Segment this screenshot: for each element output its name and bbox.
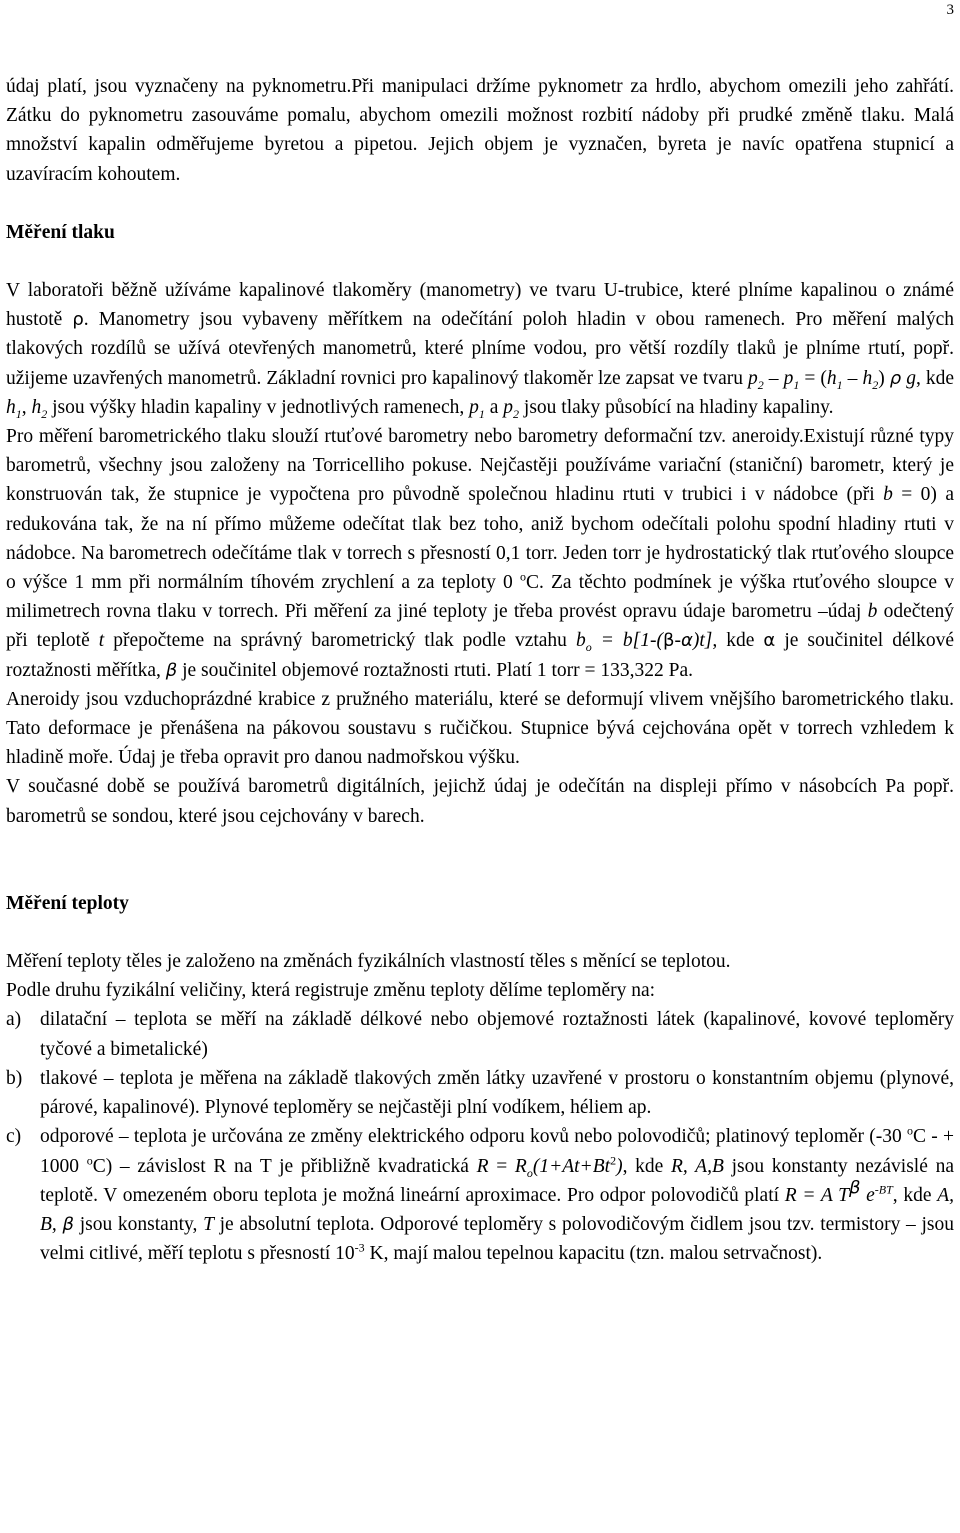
list-item bbox=[6, 1064, 954, 1122]
section-heading-pressure: Měření tlaku bbox=[6, 221, 115, 243]
temperature-intro-paragraph: Měření teploty těles je založeno na změnách fyzikálních vlastností těles s měnící se teplotou. bbox=[6, 951, 731, 973]
alpha-symbol: α bbox=[680, 630, 693, 652]
beta-symbol: β bbox=[848, 1177, 861, 1199]
barometer-paragraph: Pro měření barometrického tlaku slouží rtuťové barometry nebo barometry deformační tzv. aneroidy.Existují různé typy barometrů, všechny jsou založeny na Torricelliho pokuse. Nejčastěji používáme variační (staniční) barometr, který je konstruován tak, že stupnice je vypočtena pro původně společnou hladinu rtuti v trubici i v nádobce (při b = 0) a redukována tak, že na ní přímo můžeme odečítat tlak bez toho, aniž bychom odečítali polohu spodní hladiny rtuti v nádobce. Na barometrech odečítáme tlak v torrech s přesností 0,1 torr. Jeden torr je hydrostatický tlak rtuťového sloupce o výšce 1 mm při normálním tíhovém zrychlení a za teploty 0 $^o$C. Za těchto podmínek je výška rtuťového sloupce v milimetrech rovna tlaku v torrech. Při měření za jiné teploty je třeba provést opravu údaje barometru –údaj b odečtený při teplotě t přepočteme na správný barometrický tlak podle vztahu $b_o = b[1-(\beta-\alpha)t]$, kde α je součinitel délkové roztažnosti měřítka, β je součinitel objemové roztažnosti rtuti. Platí 1 torr = 133,322 Pa. bbox=[6, 426, 954, 681]
section-heading-temperature: Měření teploty bbox=[6, 892, 129, 914]
list-item bbox=[6, 1122, 954, 1268]
beta-symbol: β bbox=[165, 659, 178, 681]
spacer bbox=[6, 831, 954, 889]
list-item-text: dilatační – teplota se měří na základě délkové nebo objemové roztažnosti látek (kapalinové, kovové teploměry tyčové a bimetalické) bbox=[40, 1009, 954, 1060]
spacer bbox=[6, 247, 954, 276]
temperature-types-paragraph: Podle druhu fyzikální veličiny, která registruje změnu teploty dělíme teploměry na: bbox=[6, 980, 656, 1002]
manometer-paragraph: V laboratoři běžně užíváme kapalinové tlakoměry (manometry) ve tvaru U-trubice, které plníme kapalinou o známé hustotě ρ. Manometry jsou vybaveny měřítkem na odečítání poloh hladin v obou ramenech. Pro měření malých tlakových rozdílů se užívá otevřených manometrů, které plníme vodou, pro větší rozdíly tlaků je plníme rtutí, popř. užijeme uzavřených manometrů. Základní rovnici pro kapalinový tlakoměr lze zapsat ve tvaru $p_2 - p_1 = (h_1 - h_2)$ ρ g, kde $h_1$, $h_2$ jsou výšky hladin kapaliny v jednotlivých ramenech, $p_1$ a $p_2$ jsou tlaky působící na hladiny kapaliny. bbox=[6, 280, 955, 421]
list-marker: b) bbox=[6, 1067, 23, 1089]
spacer bbox=[6, 189, 954, 218]
digital-barometer-paragraph: V současné době se používá barometrů digitálních, jejichž údaj je odečítán na displeji přímo v násobcích Pa popř. barometrů se sondou, které jsou cejchovány v barech. bbox=[6, 776, 954, 827]
rho-symbol: ρ bbox=[889, 367, 902, 389]
document-body bbox=[6, 72, 954, 1268]
list-marker: a) bbox=[6, 1009, 22, 1031]
list-item bbox=[6, 1005, 954, 1063]
beta-symbol: β bbox=[662, 630, 675, 652]
intro-paragraph: údaj platí, jsou vyznačeny na pyknometru.Při manipulaci držíme pyknometr za hrdlo, abychom omezili jeho zahřátí. Zátku do pyknometru zasouváme pomalu, abychom omezili možnost rozbití nádoby při prudké změně tlaku. Malá množství kapalin odměřujeme byretou a pipetou. Jejich objem je vyznačen, byreta je navíc opatřena stupnicí a uzavíracím kohoutem. bbox=[6, 76, 954, 185]
list-item-text: tlakové – teplota je měřena na základě tlakových změn látky uzavřené v prostoru o konstantním objemu (plynové, párové, kapalinové). Plynové teploměry se nejčastěji plní vodíkem, héliem ap. bbox=[40, 1067, 954, 1119]
list-marker: c) bbox=[6, 1126, 22, 1148]
alpha-symbol: α bbox=[763, 630, 776, 652]
rho-symbol: ρ bbox=[72, 309, 84, 331]
list-item-text: odporové – teplota je určována ze změny elektrického odporu kovů nebo polovodičů; platinový teploměr (-30 $^o$C - + 1000 $^o$C) – závislost R na T je přibližně kvadratická $R = R_o(1+At+Bt^2)$, kde R, A,B jsou konstanty nezávislé na teplotě. V omezeném oboru teplota je možná lineární aproximace. Pro odpor polovodičů platí R = A $T^\beta$ $e^{-BT}$, kde A, B, β jsou konstanty, T je absolutní teplota. Odporové teploměry s polovodičovým čidlem jsou tzv. termistory – jsou velmi citlivé, měří teplotu s přesností $10^{-3}$ K, mají malou tepelnou kapacitu (tzn. malou setrvačnost). bbox=[40, 1123, 955, 1265]
beta-symbol: β bbox=[62, 1213, 74, 1235]
aneroid-paragraph: Aneroidy jsou vzduchoprázdné krabice z pružného materiálu, které se deformují vlivem vnějšího barometrického tlaku. Tato deformace je přenášena na pákovou soustavu s ručičkou. Stupnice bývá cejchována opět v torrech vzhledem k hladině moře. Údaj je třeba opravit pro danou nadmořskou výšku. bbox=[6, 688, 954, 769]
spacer bbox=[6, 918, 954, 947]
page-number: 3 bbox=[946, 2, 954, 18]
